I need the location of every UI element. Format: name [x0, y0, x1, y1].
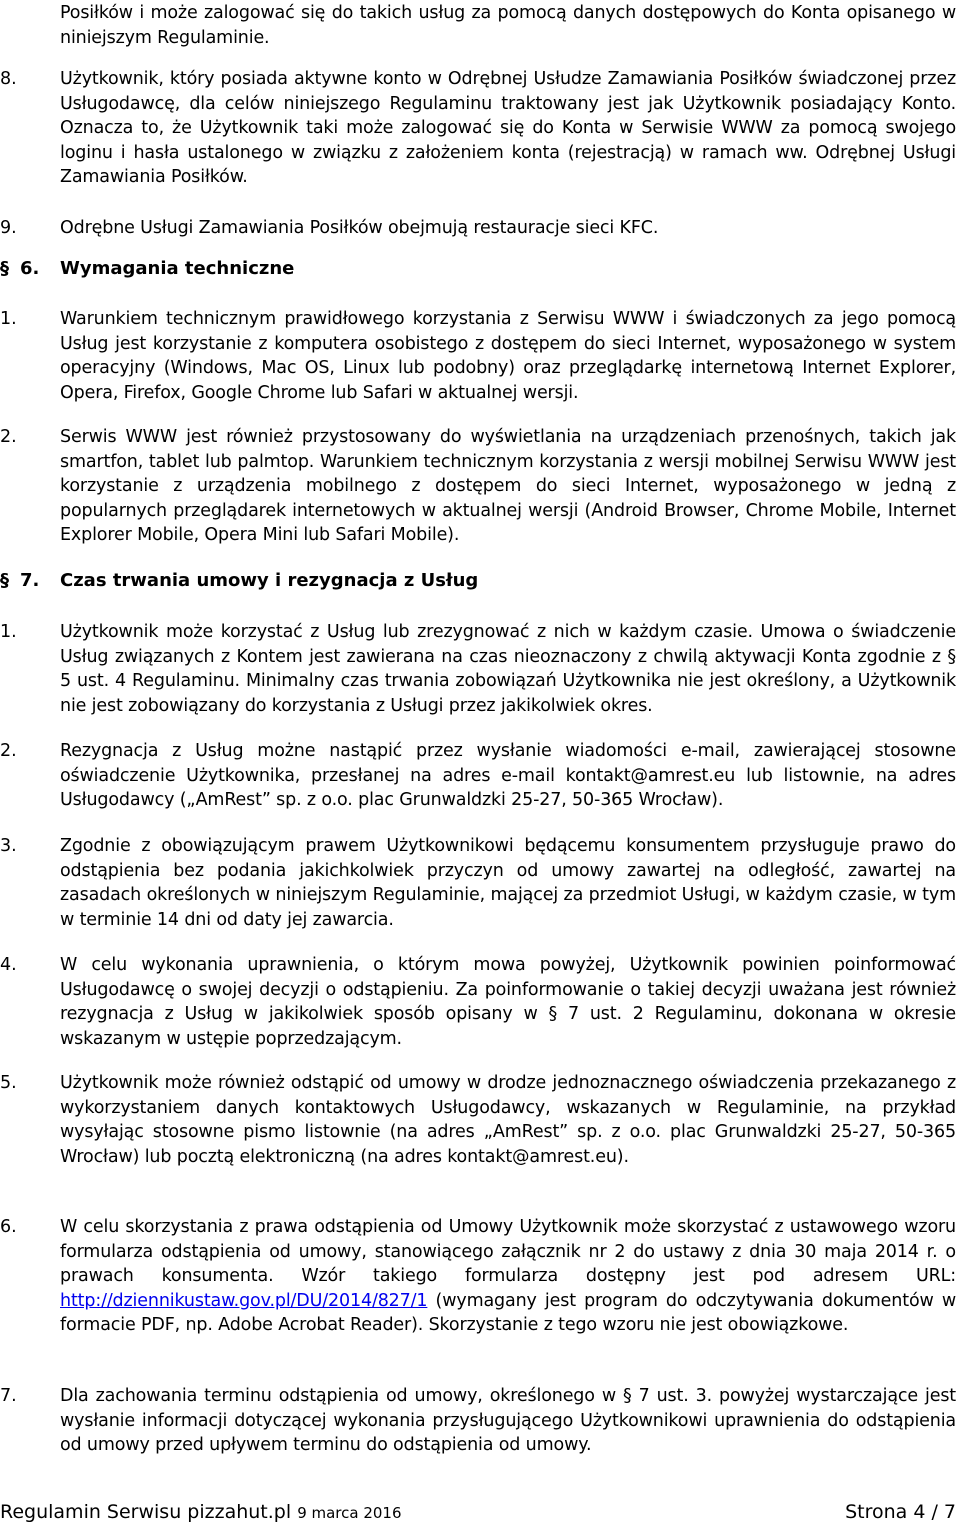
- paragraph: Zgodnie z obowiązującym prawem Użytkownikowi będącemu konsumentem przysługuje prawo do odstąpienia bez podania jakichkolwiek przyczyn od umowy zawartej na odległość, zawartej na zasadach określonych w niniejszym Regulaminie, mającej za przedmiot Usługi, w każdym czasie, w tym w terminie 14 dni od daty jej zawarcia.: [60, 836, 956, 930]
- paragraph: W celu wykonania uprawnienia, o którym mowa powyżej, Użytkownik powinien poinformować Usługodawcę o swojej decyzji o odstąpieniu. Za poinformowanie o takiej decyzji uważana jest również rezygnacja z Usług w jakikolwiek sposób opisany w § 7 ust. 2 Regulaminu, dokonana w okresie wskazanym w ustępie poprzedzającym.: [60, 955, 956, 1049]
- paragraph: Użytkownik może korzystać z Usług lub zrezygnować z nich w każdym czasie. Umowa o świadczenie Usług związanych z Kontem jest zawierana na czas nieoznaczony z chwilą aktywacji Konta zgodnie z § 5 ust. 4 Regulaminu. Minimalny czas trwania zobowiązań Użytkownika nie jest określony, a Użytkownik nie jest zobowiązany do korzystania z Usługi przez jakikolwiek okres.: [60, 622, 956, 716]
- item-number: 1.: [0, 622, 17, 642]
- paragraph: Użytkownik, który posiada aktywne konto w Odrębnej Usłudze Zamawiania Posiłków świadczonej przez Usługodawcę, dla celów niniejszego Regulaminu traktowany jest jak Użytkownik posiadający Konto. Oznacza to, że Użytkownik taki może zalogować się do Konta w Serwisie WWW za pomocą swojego loginu i hasła ustalonego w związku z założeniem konta (rejestracją) w ramach ww. Odrębnej Usługi Zamawiania Posiłków.: [60, 69, 956, 188]
- item-number: 7.: [0, 1386, 17, 1406]
- section-heading: [0, 569, 478, 593]
- section-number: 7.: [20, 570, 40, 591]
- paragraph: Użytkownik może również odstąpić od umowy w drodze jednoznacznego oświadczenia przekazanego z wykorzystaniem danych kontaktowych Usługodawcy, wskazanych w Regulaminie, na przykład wysyłając stosowne pismo listownie (na adres „AmRest” sp. z o.o. plac Grunwaldzki 25-27, 50-365 Wrocław) lub pocztą elektroniczną (na adres kontakt@amrest.eu).: [60, 1073, 956, 1167]
- section-number: 6.: [20, 258, 40, 279]
- paragraph: Warunkiem technicznym prawidłowego korzystania z Serwisu WWW i świadczonych za jego pomocą Usług jest korzystanie z komputera osobistego z dostępem do sieci Internet, wyposażonego w system operacyjny (Windows, Mac OS, Linux lub podobny) oraz przeglądarkę internetową Internet Explorer, Opera, Firefox, Google Chrome lub Safari w aktualnej wersji.: [60, 309, 956, 403]
- page-number: Strona 4 / 7: [845, 1501, 956, 1523]
- footer-title: [0, 1500, 402, 1525]
- item-number: 1.: [0, 309, 17, 329]
- footer-doc-title: Regulamin Serwisu pizzahut.pl: [0, 1501, 292, 1523]
- section-symbol: §: [0, 258, 9, 279]
- section-symbol: §: [0, 570, 9, 591]
- paragraph: Odrębne Usługi Zamawiania Posiłków obejmują restauracje sieci KFC.: [60, 218, 659, 238]
- item-number: 2.: [0, 741, 17, 761]
- section-title: Wymagania techniczne: [60, 258, 295, 279]
- item-number: 2.: [0, 427, 17, 447]
- footer-date: 9 marca 2016: [297, 1504, 402, 1522]
- item-number: 3.: [0, 836, 17, 856]
- item-number: 8.: [0, 69, 17, 89]
- paragraph: Serwis WWW jest również przystosowany do wyświetlania na urządzeniach przenośnych, takich jak smartfon, tablet lub palmtop. Warunkiem technicznym korzystania z wersji mobilnej Serwisu WWW jest korzystanie z urządzenia mobilnego z dostępem do sieci Internet, wyposażonego w jedną z popularnych przeglądarek internetowych w aktualnej wersji (Android Browser, Chrome Mobile, Internet Explorer Mobile, Opera Mini lub Safari Mobile).: [60, 427, 956, 546]
- section-heading: [0, 257, 294, 281]
- item-number: 4.: [0, 955, 17, 975]
- form-url-link[interactable]: http://dziennikustaw.gov.pl/DU/2014/827/1: [60, 1290, 428, 1311]
- paragraph-text: W celu skorzystania z prawa odstąpienia od Umowy Użytkownik może skorzystać z ustawowego wzoru formularza odstąpienia od umowy, stanowiącego załącznik nr 2 do ustawy z dnia 30 maja 2014 r. o prawach konsumenta. Wzór takiego formularza dostępny jest pod adresem URL:: [60, 1217, 956, 1287]
- item-number: 9.: [0, 218, 17, 238]
- paragraph-text: (wymagany jest program do odczytywania dokumentów w formacie PDF, np. Adobe Acrobat Reader). Skorzystanie z tego wzoru nie jest obowiązkowe.: [60, 1290, 956, 1336]
- item-number: 6.: [0, 1217, 17, 1237]
- paragraph: Dla zachowania terminu odstąpienia od umowy, określonego w § 7 ust. 3. powyżej wystarczające jest wysłanie informacji dotyczącej wykonania przysługującego Użytkownikowi uprawnienia do odstąpienia od umowy przed upływem terminu do odstąpienia od umowy.: [60, 1386, 956, 1456]
- item-number: 5.: [0, 1073, 17, 1093]
- paragraph: Rezygnacja z Usług możne nastąpić przez wysłanie wiadomości e-mail, zawierającej stosowne oświadczenie Użytkownika, przesłanej na adres e-mail kontakt@amrest.eu lub listownie, na adres Usługodawcy („AmRest” sp. z o.o. plac Grunwaldzki 25-27, 50-365 Wrocław).: [60, 741, 956, 811]
- paragraph: [60, 1215, 956, 1338]
- section-title: Czas trwania umowy i rezygnacja z Usług: [60, 570, 479, 591]
- continuation-paragraph: Posiłków i może zalogować się do takich usług za pomocą danych dostępowych do Konta opisanego w niniejszym Regulaminie.: [60, 3, 956, 48]
